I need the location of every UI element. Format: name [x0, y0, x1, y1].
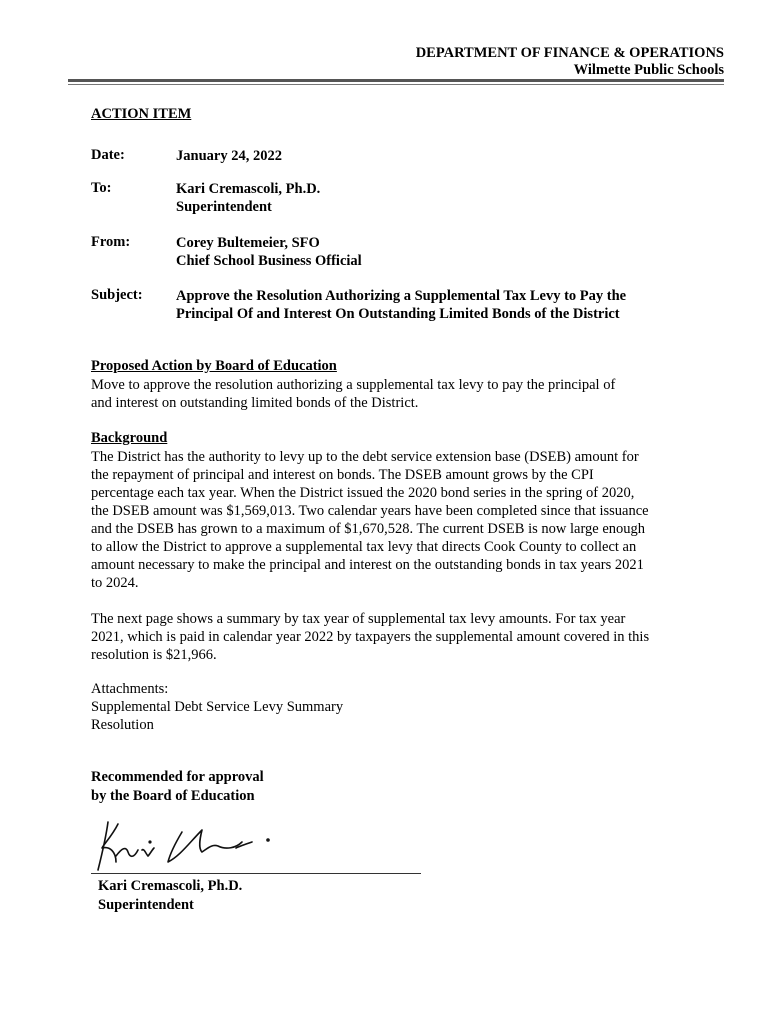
recommendation-line: by the Board of Education [91, 788, 255, 804]
signatory-name: Kari Cremascoli, Ph.D. [98, 878, 243, 894]
background-line: and the DSEB has grown to a maximum of $1,670,528. The current DSEB is now large enough [91, 521, 646, 537]
background-line: the repayment of principal and interest on bonds. The DSEB amount grows by the CPI [91, 467, 594, 483]
proposed-action-line: Move to approve the resolution authorizing a supplemental tax levy to pay the principal of [91, 377, 616, 393]
background-line: to 2024. [91, 575, 139, 591]
school-name: Wilmette Public Schools [573, 62, 724, 78]
action-item-heading: ACTION ITEM [91, 106, 192, 122]
date-value: January 24, 2022 [176, 148, 282, 164]
background-line: to allow the District to approve a supplemental tax levy that directs Cook County to collect an [91, 539, 637, 555]
header-rule [68, 79, 724, 82]
recommendation [91, 768, 264, 806]
attachment-item: Resolution [91, 717, 154, 733]
summary-line: 2021, which is paid in calendar year 2022 by taxpayers the supplemental amount covered in this [91, 629, 650, 645]
subject-label: Subject: [91, 287, 143, 303]
signatory-title: Superintendent [98, 897, 194, 913]
background-line: percentage each tax year. When the District issued the 2020 bond series in the spring of 2020, [91, 485, 635, 501]
subject-line-1: Approve the Resolution Authorizing a Supplemental Tax Levy to Pay the [176, 288, 627, 304]
summary-line: The next page shows a summary by tax year of supplemental tax levy amounts. For tax year [91, 611, 626, 627]
proposed-action-heading: Proposed Action by Board of Education [91, 358, 337, 374]
attachments [91, 680, 691, 734]
background-line: The District has the authority to levy up to the debt service extension base (DSEB) amount for [91, 449, 639, 465]
attachment-item: Supplemental Debt Service Levy Summary [91, 699, 344, 715]
to-label: To: [91, 180, 112, 196]
date-label: Date: [91, 147, 125, 163]
from-title: Chief School Business Official [176, 253, 362, 269]
background-text [91, 448, 691, 592]
header-rule-thin [68, 84, 724, 85]
from-name: Corey Bultemeier, SFO [176, 235, 320, 251]
department-title: DEPARTMENT OF FINANCE & OPERATIONS [415, 45, 724, 61]
proposed-action-text [91, 376, 691, 412]
from-label: From: [91, 234, 131, 250]
subject-line-2: Principal Of and Interest On Outstanding Limited Bonds of the District [176, 306, 620, 322]
background-line: the DSEB amount was $1,569,013. Two calendar years have been completed since that issuance [91, 503, 649, 519]
recommendation-line: Recommended for approval [91, 769, 264, 785]
signature-image [90, 812, 290, 874]
signatory [98, 877, 242, 915]
background-line: amount necessary to make the principal and interest on the outstanding bonds in tax years 2021 [91, 557, 644, 573]
to-name: Kari Cremascoli, Ph.D. [176, 181, 321, 197]
attachments-label: Attachments: [91, 681, 169, 697]
summary-text [91, 610, 691, 664]
to-title: Superintendent [176, 199, 272, 215]
signature-line [91, 873, 421, 874]
proposed-action-line: and interest on outstanding limited bonds of the District. [91, 395, 419, 411]
summary-line: resolution is $21,966. [91, 647, 217, 663]
background-heading: Background [91, 430, 168, 446]
